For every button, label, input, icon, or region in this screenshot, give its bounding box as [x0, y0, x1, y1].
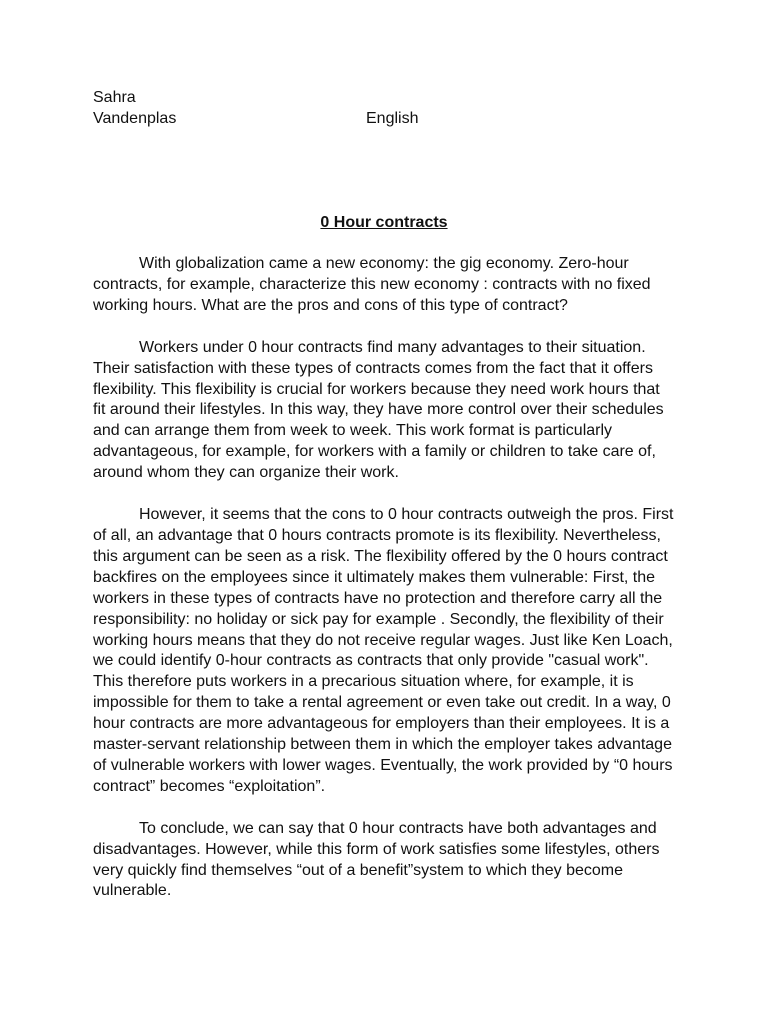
paragraph-disadvantages: However, it seems that the cons to 0 hour contracts outweigh the pros. First of all, an advantage that 0 hours contracts promote is its flexibility. Nevertheless, this argument can be seen as a risk. The flexibility offered by the 0 hours contract backfires on the employees since it ultimately makes them vulnerable: First, the workers in these types of contracts have no protection and therefore carry all the responsibility: no holiday or sick pay for example . Secondly, the flexibility of their working hours means that they do not receive regular wages. Just like Ken Loach, we could identify 0-hour contracts as contracts that only provide "casual work". This therefore puts workers in a precarious situation where, for example, it is impossible for them to take a rental agreement or even take out credit. In a way, 0 hour contracts are more advantageous for employers than their employees. It is a master-servant relationship between them in which the employer takes advantage of vulnerable workers with lower wages. Eventually, the work provided by “0 hours contract” becomes “exploitation”. [93, 506, 674, 795]
document-title: 0 Hour contracts [320, 214, 448, 231]
author-first-name: Sahra [93, 89, 136, 106]
paragraph-conclusion: To conclude, we can say that 0 hour contracts have both advantages and disadvantages. However, while this form of work satisfies some lifestyles, others very quickly find themselves “out of a benefit”system to which they become vulnerable. [93, 819, 660, 900]
document-body [93, 254, 676, 923]
paragraph-introduction: With globalization came a new economy: the gig economy. Zero-hour contracts, for example, characterize this new economy : contracts with no fixed working hours. What are the pros and cons of this type of contract? [93, 255, 651, 314]
paragraph-advantages: Workers under 0 hour contracts find many advantages to their situation. Their satisfaction with these types of contracts comes from the fact that it offers flexibility. This flexibility is crucial for workers because they need work hours that fit around their lifestyles. In this way, they have more control over their schedules and can arrange them from week to week. This work format is particularly advantageous, for example, for workers with a family or children to take care of, around whom they can organize their work. [93, 338, 664, 482]
author-last-name: Vandenplas [93, 110, 177, 127]
subject-label: English [366, 110, 419, 127]
